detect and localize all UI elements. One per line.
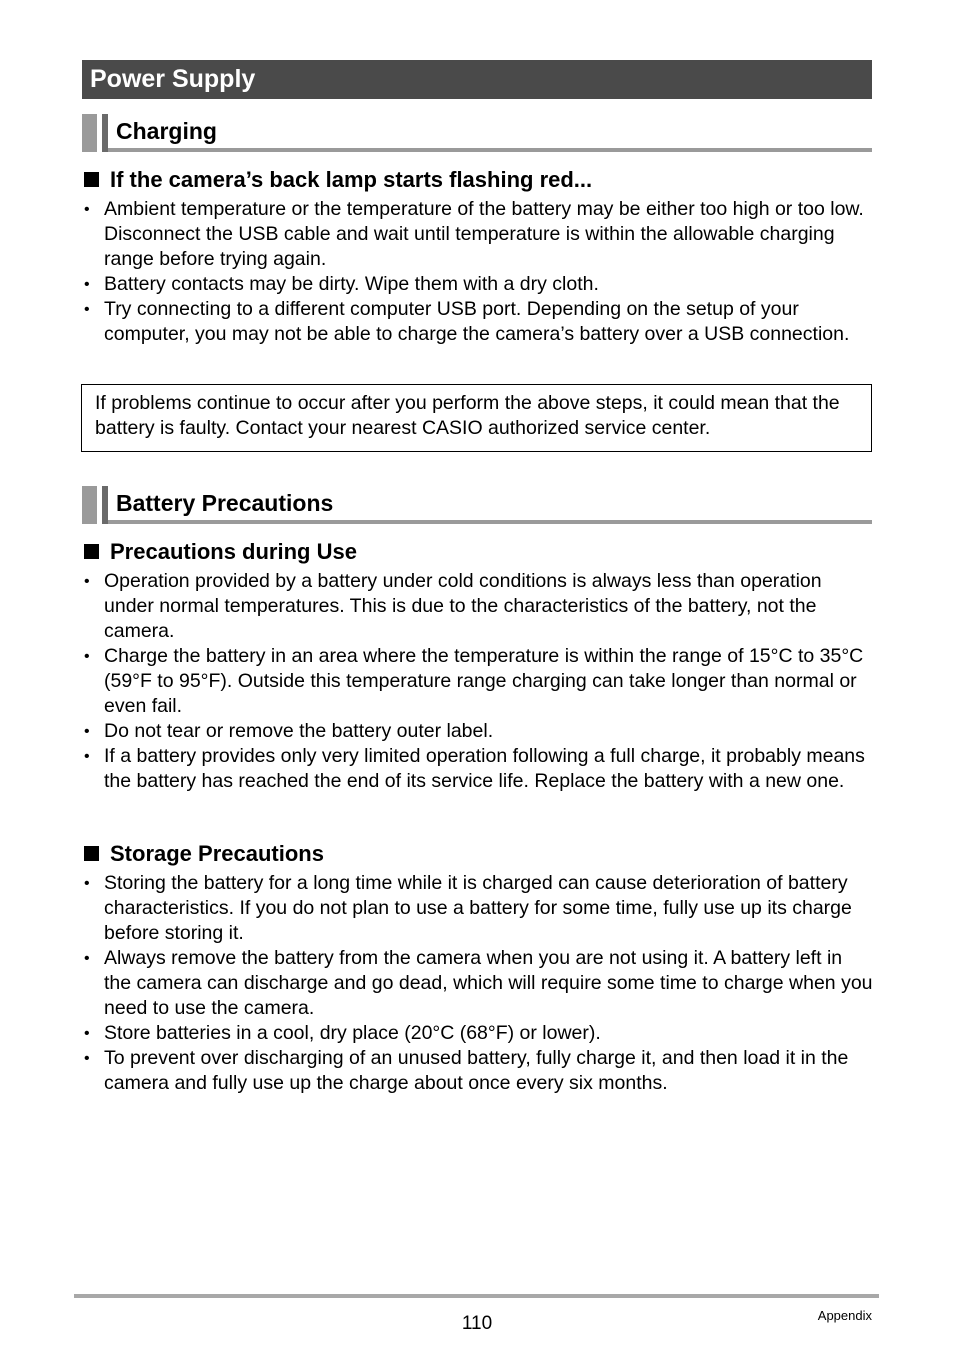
note-box: If problems continue to occur after you perform the above steps, it could mean that the battery is faulty. Contact your nearest CASIO authorized service center. xyxy=(81,384,872,452)
subheading-storage-precautions xyxy=(84,840,324,868)
footer-section-label: Appendix xyxy=(817,1308,872,1323)
square-bullet-icon xyxy=(84,846,99,861)
subheading-label: Storage Precautions xyxy=(110,841,324,866)
page-title-bar xyxy=(82,60,872,99)
storage-bullet-list xyxy=(84,871,874,1096)
heading-bars-decoration xyxy=(82,114,108,152)
list-item: • Ambient temperature or the temperature of the battery may be either too high or too low. Disconnect the USB cable and wait until temperature is within the allowable charging range before trying again. xyxy=(84,197,874,272)
subheading-precautions-use xyxy=(84,538,357,566)
footer-divider xyxy=(74,1294,879,1298)
list-item: • Store batteries in a cool, dry place (20°C (68°F) or lower). xyxy=(84,1021,874,1046)
square-bullet-icon xyxy=(84,544,99,559)
list-item: • Try connecting to a different computer USB port. Depending on the setup of your computer, you may not be able to charge the camera’s battery over a USB connection. xyxy=(84,297,874,347)
use-bullet-list xyxy=(84,569,874,794)
section-heading-charging xyxy=(82,114,872,152)
page-title: Power Supply xyxy=(90,65,256,93)
section-heading-battery-precautions xyxy=(82,486,872,524)
list-item: • Storing the battery for a long time while it is charged can cause deterioration of battery characteristics. If you do not plan to use a battery for some time, fully use up its charge before storing it. xyxy=(84,871,874,946)
subheading-back-lamp xyxy=(84,166,592,194)
list-item: • Operation provided by a battery under cold conditions is always less than operation under normal temperatures. This is due to the characteristics of the battery, not the camera. xyxy=(84,569,874,644)
heading-underline xyxy=(108,148,872,152)
page-number: 110 xyxy=(461,1313,493,1334)
square-bullet-icon xyxy=(84,172,99,187)
list-item: • To prevent over discharging of an unused battery, fully charge it, and then load it in the camera and fully use up the charge about once every six months. xyxy=(84,1046,874,1096)
section-heading-label: Battery Precautions xyxy=(116,490,334,516)
list-item: • Do not tear or remove the battery outer label. xyxy=(84,719,874,744)
list-item: • Charge the battery in an area where the temperature is within the range of 15°C to 35°C (59°F to 95°F). Outside this temperature range charging can take longer than normal or even fail. xyxy=(84,644,874,719)
subheading-label: Precautions during Use xyxy=(110,539,357,564)
charging-bullet-list xyxy=(84,197,874,347)
heading-underline xyxy=(108,520,872,524)
subheading-label: If the camera’s back lamp starts flashing red... xyxy=(110,167,593,192)
list-item: • Battery contacts may be dirty. Wipe them with a dry cloth. xyxy=(84,272,874,297)
list-item: • Always remove the battery from the camera when you are not using it. A battery left in the camera can discharge and go dead, which will require some time to charge when you need to use the camera. xyxy=(84,946,874,1021)
list-item: • If a battery provides only very limited operation following a full charge, it probably means the battery has reached the end of its service life. Replace the battery with a new one. xyxy=(84,744,874,794)
section-heading-label: Charging xyxy=(116,118,217,144)
heading-bars-decoration xyxy=(82,486,108,524)
